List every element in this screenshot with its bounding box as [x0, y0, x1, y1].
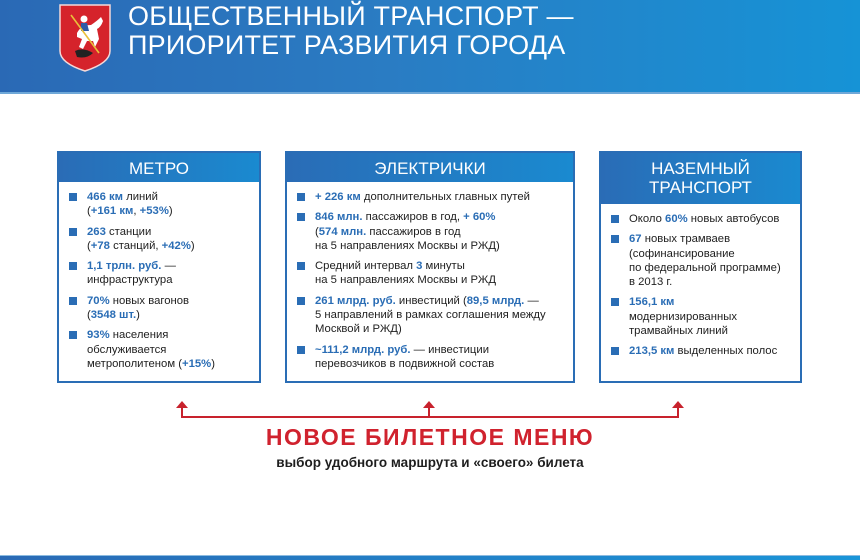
list-item: 846 млн. пассажиров в год, + 60% (574 млн. пассажиров в год на 5 направлениях Москвы и РЖД) — [297, 210, 565, 253]
square-bullet-icon — [69, 297, 77, 305]
list-item: 1,1 трлн. руб. — инфраструктура — [69, 259, 251, 288]
header-banner — [0, 0, 860, 94]
square-bullet-icon — [297, 262, 305, 270]
square-bullet-icon — [297, 193, 305, 201]
arrow-up-icon — [423, 401, 435, 408]
ticket-menu-subtitle: выбор удобного маршрута и «своего» билета — [276, 455, 584, 470]
list-item: 466 км линий (+161 км, +53%) — [69, 190, 251, 219]
list-item: + 226 км дополнительных главных путей — [297, 190, 565, 204]
square-bullet-icon — [69, 331, 77, 339]
list-item: 261 млрд. руб. инвестиций (89,5 млрд. — 5 направлений в рамках соглашения между Москвой и РЖД) — [297, 294, 565, 337]
metro-stats-list — [59, 182, 259, 371]
arrow-up-icon — [176, 401, 188, 408]
metro-card-title: МЕТРО — [59, 153, 259, 182]
commuter-trains-stats-list — [287, 182, 573, 371]
commuter-trains-card — [285, 151, 575, 383]
square-bullet-icon — [297, 297, 305, 305]
square-bullet-icon — [611, 347, 619, 355]
footer-bar — [0, 555, 860, 560]
list-item: 70% новых вагонов (3548 шт.) — [69, 294, 251, 323]
square-bullet-icon — [611, 298, 619, 306]
ground-transport-stats-list — [601, 204, 800, 359]
title-line-1: ОБЩЕСТВЕННЫЙ ТРАНСПОРТ — — [128, 1, 574, 31]
square-bullet-icon — [611, 235, 619, 243]
ground-transport-card-title: НАЗЕМНЫЙ ТРАНСПОРТ — [601, 153, 800, 204]
ticket-menu-bracket — [170, 398, 690, 422]
moscow-coat-of-arms-icon — [57, 3, 113, 73]
square-bullet-icon — [297, 346, 305, 354]
list-item: 93% населения обслуживается метрополитеном (+15%) — [69, 328, 251, 371]
square-bullet-icon — [69, 193, 77, 201]
list-item: 213,5 км выделенных полос — [611, 344, 792, 358]
list-item: 263 станции (+78 станций, +42%) — [69, 225, 251, 254]
ticket-menu-title: НОВОЕ БИЛЕТНОЕ МЕНЮ — [265, 424, 595, 450]
square-bullet-icon — [611, 215, 619, 223]
square-bullet-icon — [297, 213, 305, 221]
list-item: 156,1 км модернизированных трамвайных линий — [611, 295, 792, 338]
square-bullet-icon — [69, 228, 77, 236]
title-line-2: ПРИОРИТЕТ РАЗВИТИЯ ГОРОДА — [128, 30, 566, 60]
page-title — [128, 2, 574, 60]
arrow-up-icon — [672, 401, 684, 408]
list-item: 67 новых трамваев (софинансирование по федеральной программе) в 2013 г. — [611, 232, 792, 289]
ground-transport-card — [599, 151, 802, 383]
commuter-trains-card-title: ЭЛЕКТРИЧКИ — [287, 153, 573, 182]
list-item: Средний интервал 3 минуты на 5 направлениях Москвы и РЖД — [297, 259, 565, 288]
square-bullet-icon — [69, 262, 77, 270]
list-item: ~111,2 млрд. руб. — инвестиции перевозчиков в подвижной состав — [297, 343, 565, 372]
list-item: Около 60% новых автобусов — [611, 212, 792, 226]
metro-card — [57, 151, 261, 383]
